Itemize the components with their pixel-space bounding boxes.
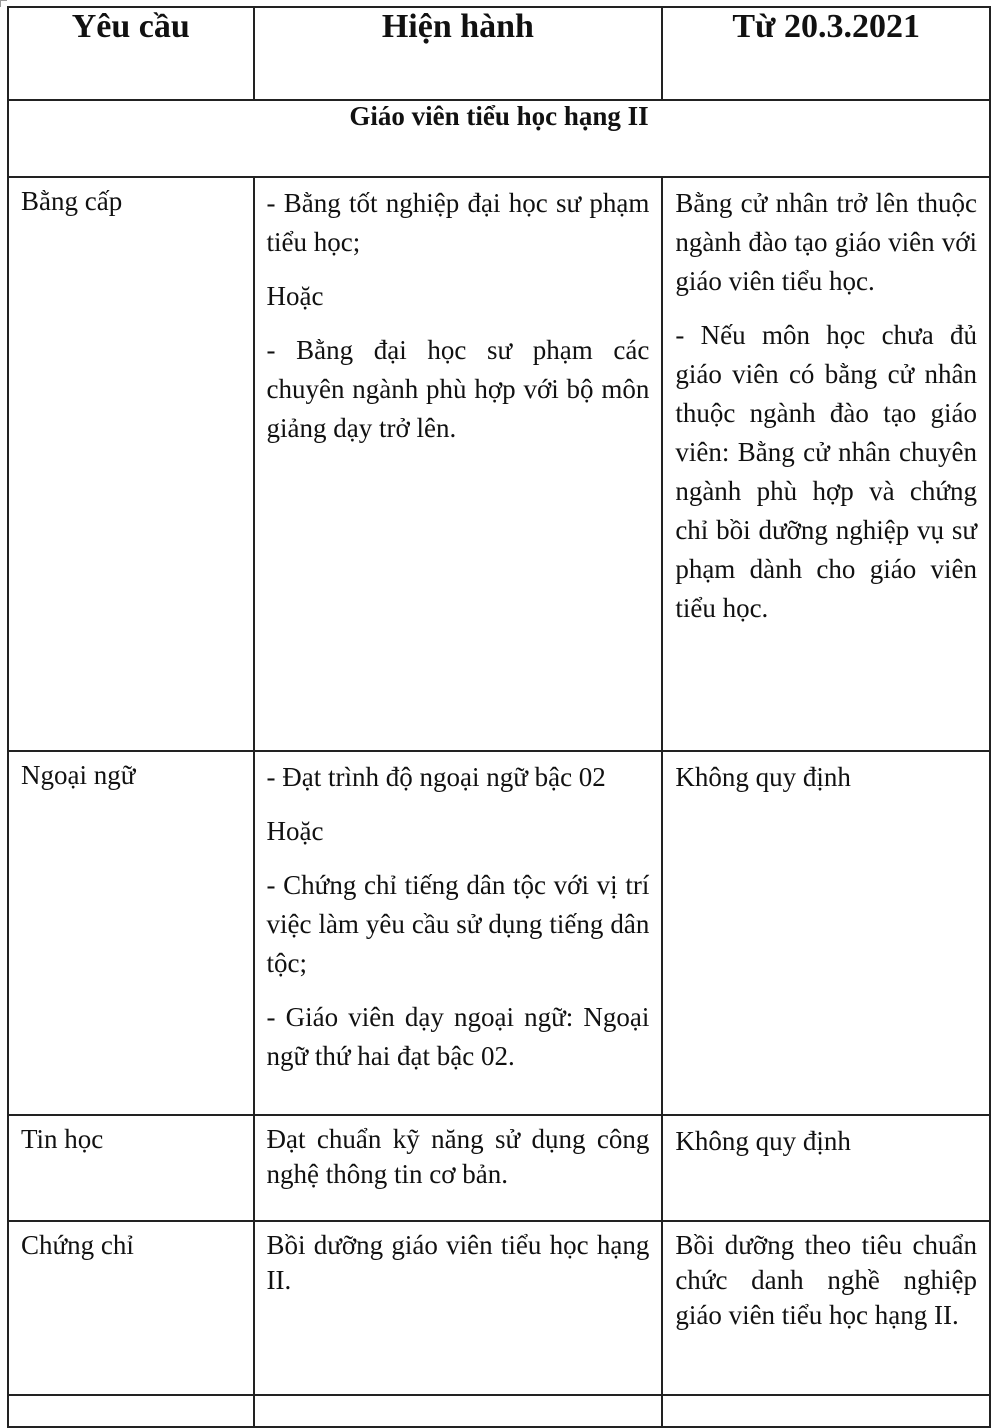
empty-cell	[662, 1395, 990, 1427]
current-requirement-cell	[254, 1221, 663, 1395]
row-label-cell	[8, 751, 254, 1115]
table-row	[8, 177, 990, 751]
new-text: - Nếu môn học chưa đủ giáo viên có bằng cử nhân thuộc ngành đào tạo giáo viên: Bằng cử nhân chuyên ngành phù hợp và chứng chỉ bồi dưỡng nghiệp vụ sư phạm dành cho giáo viên tiểu học.	[675, 320, 977, 623]
new-requirement-cell	[662, 1115, 990, 1221]
current-text: - Bằng tốt nghiệp đại học sư phạm tiểu học;	[266, 188, 650, 257]
new-text: Không quy định	[675, 762, 851, 792]
current-text: - Giáo viên dạy ngoại ngữ: Ngoại ngữ thứ hai đạt bậc 02.	[266, 1002, 650, 1071]
page-corner-mark	[0, 0, 7, 7]
new-requirement-cell	[662, 177, 990, 751]
new-text: Không quy định	[675, 1126, 851, 1156]
section-title: Giáo viên tiểu học hạng II	[8, 100, 990, 177]
row-label-cell	[8, 1221, 254, 1395]
current-text: - Bằng đại học sư phạm các chuyên ngành phù hợp với bộ môn giảng dạy trở lên.	[266, 335, 650, 443]
current-requirement-cell	[254, 751, 663, 1115]
current-requirement-cell	[254, 1115, 663, 1221]
current-text: Đạt chuẩn kỹ năng sử dụng công nghệ thông tin cơ bản.	[266, 1124, 650, 1189]
new-text: Bằng cử nhân trở lên thuộc ngành đào tạo giáo viên với giáo viên tiểu học.	[675, 188, 977, 296]
header-from-date: Từ 20.3.2021	[662, 7, 990, 100]
header-current: Hiện hành	[254, 7, 663, 100]
empty-cell	[254, 1395, 663, 1427]
current-text: Hoặc	[266, 816, 324, 846]
table-row	[8, 751, 990, 1115]
new-requirement-cell	[662, 1221, 990, 1395]
table-header-row	[8, 7, 990, 100]
new-requirement-cell	[662, 751, 990, 1115]
section-title-row	[8, 100, 990, 177]
current-text: - Chứng chỉ tiếng dân tộc với vị trí việc làm yêu cầu sử dụng tiếng dân tộc;	[266, 870, 650, 978]
row-label-cell	[8, 177, 254, 751]
new-text: Bồi dưỡng theo tiêu chuẩn chức danh nghề nghiệp giáo viên tiểu học hạng II.	[675, 1230, 977, 1330]
current-text: - Đạt trình độ ngoại ngữ bậc 02	[266, 762, 606, 792]
current-text: Hoặc	[266, 281, 324, 311]
row-label: Chứng chỉ	[21, 1230, 134, 1260]
table-row	[8, 1221, 990, 1395]
row-label: Ngoại ngữ	[21, 760, 136, 790]
table-row	[8, 1115, 990, 1221]
row-label: Bằng cấp	[21, 186, 123, 216]
row-label: Tin học	[21, 1124, 104, 1154]
current-requirement-cell	[254, 177, 663, 751]
header-requirement: Yêu cầu	[8, 7, 254, 100]
row-label-cell	[8, 1115, 254, 1221]
empty-cell	[8, 1395, 254, 1427]
table-row-partial	[8, 1395, 990, 1427]
current-text: Bồi dưỡng giáo viên tiểu học hạng II.	[266, 1230, 650, 1295]
requirements-comparison-table	[7, 6, 991, 1428]
